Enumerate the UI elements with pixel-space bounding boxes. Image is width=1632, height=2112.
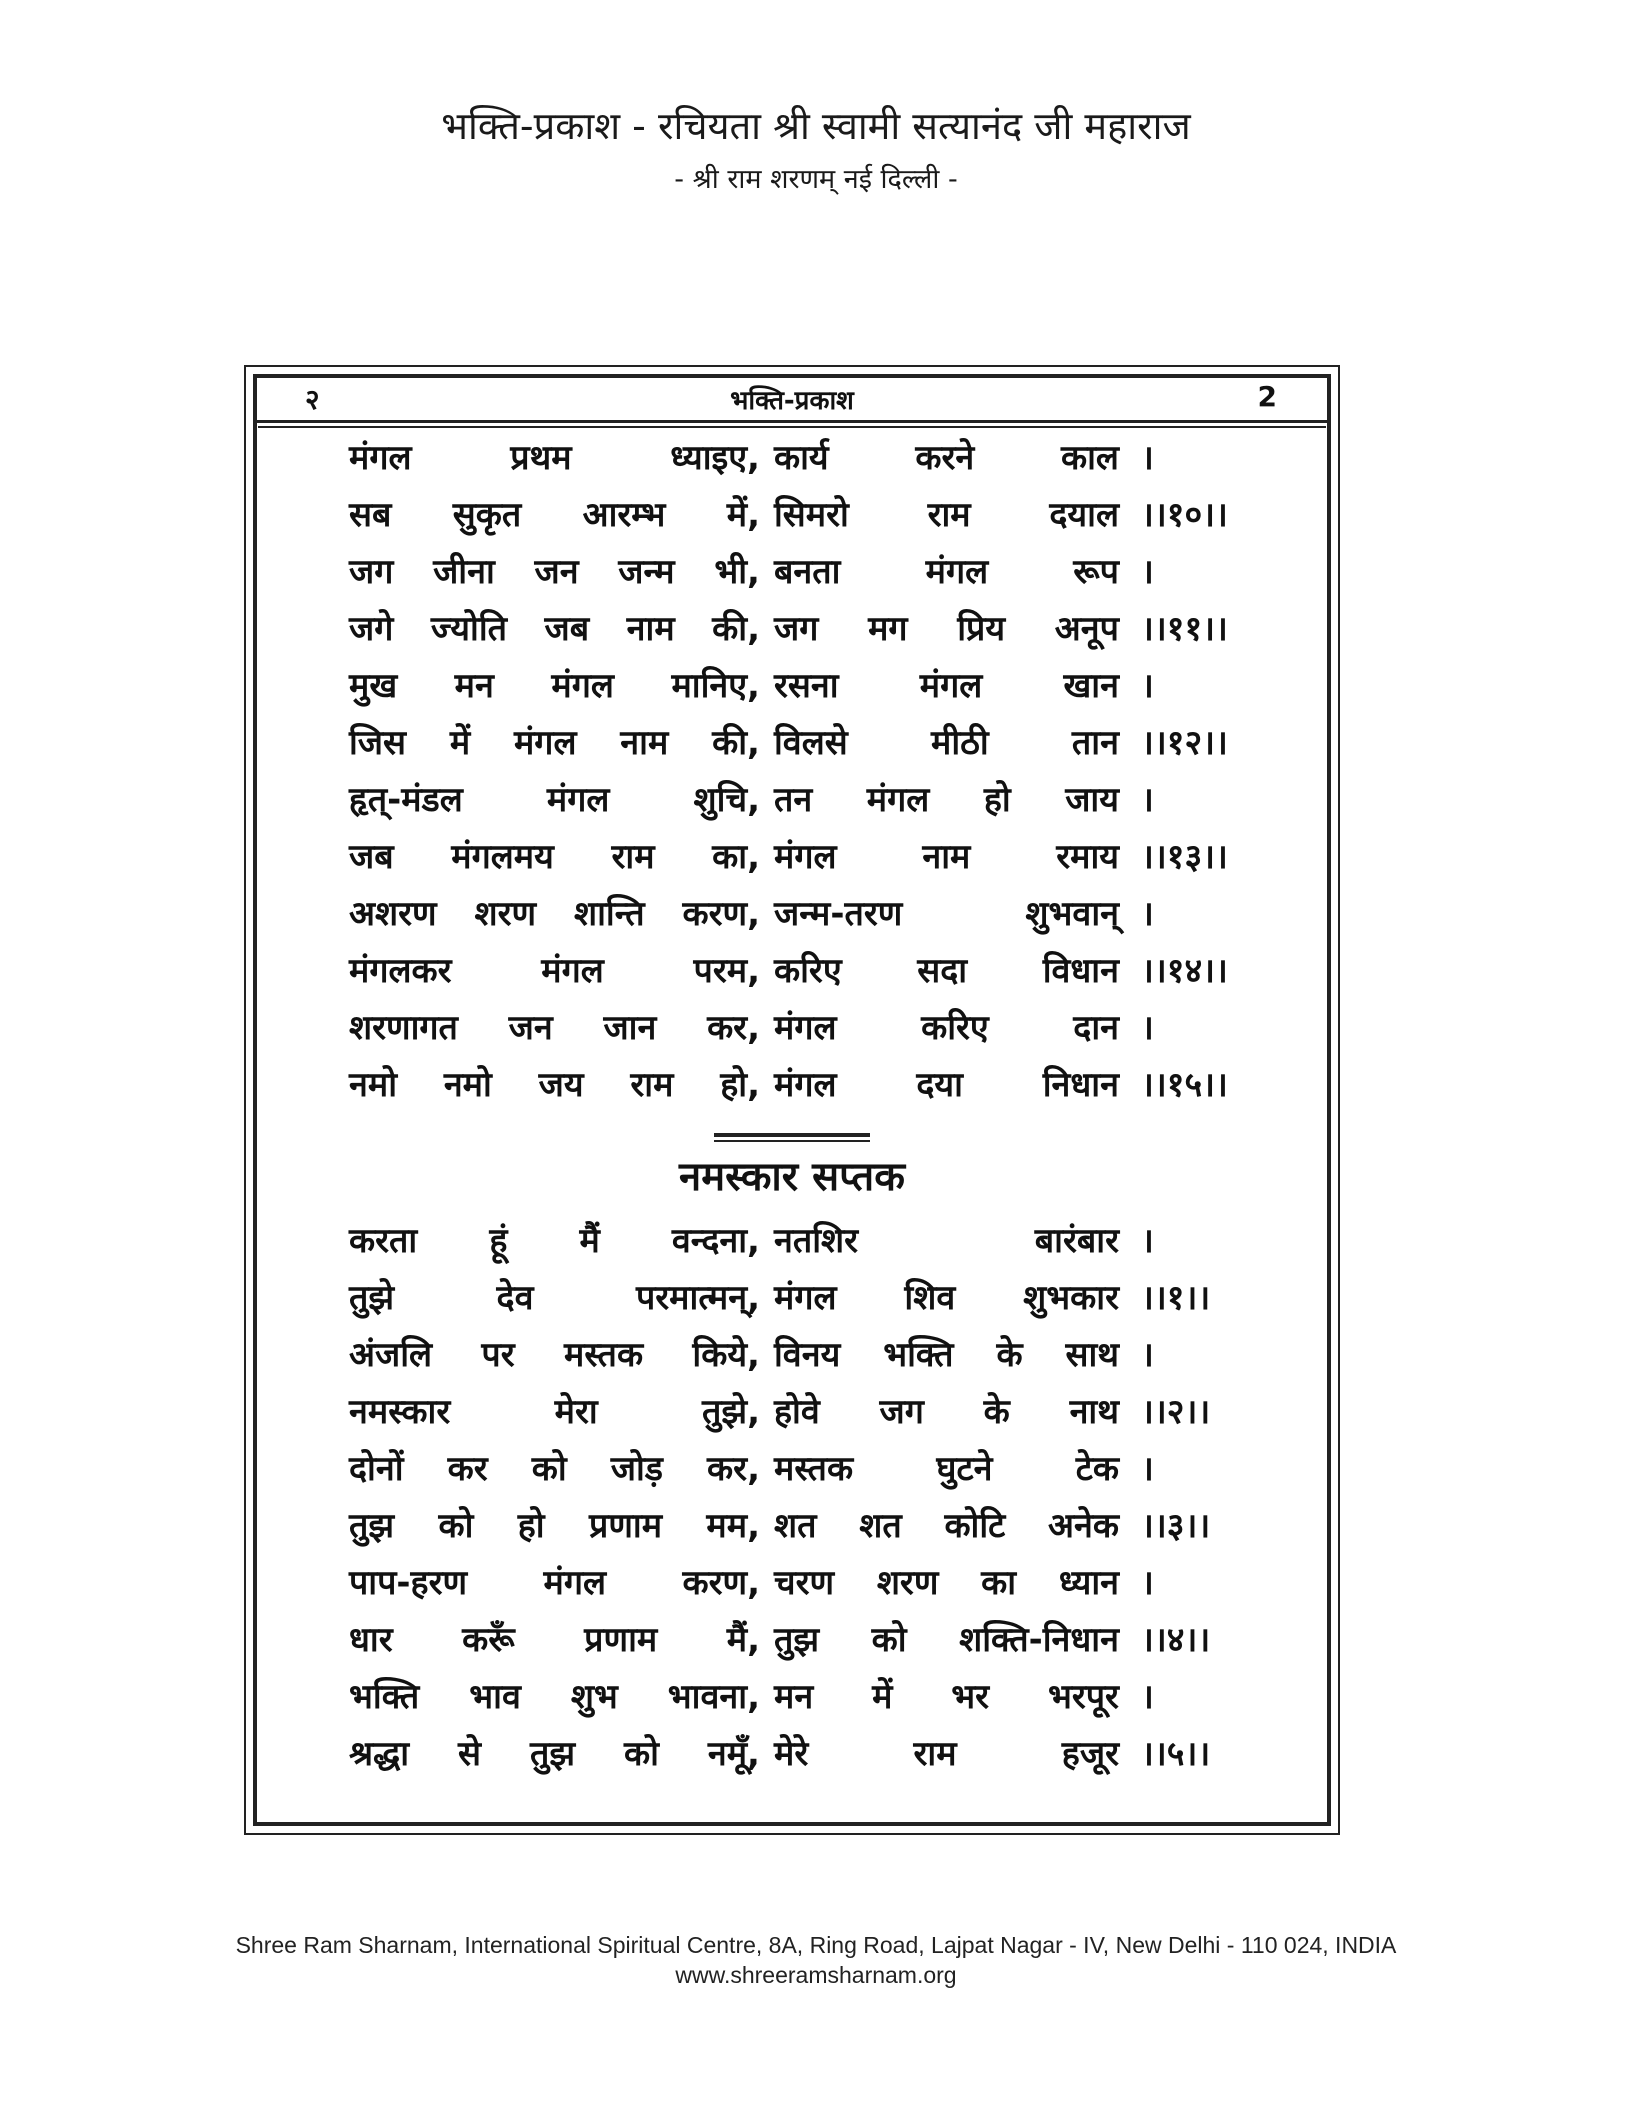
verse-word: मंगल bbox=[513, 723, 577, 763]
verse-word: चरण bbox=[774, 1563, 835, 1603]
verse-word: को bbox=[871, 1620, 907, 1660]
verse-line bbox=[349, 661, 1327, 718]
verse-first-half bbox=[349, 661, 774, 707]
verse-number-mark: ।।१३।। bbox=[1141, 837, 1228, 877]
verse-first-half bbox=[349, 490, 774, 536]
verse-first-half bbox=[349, 1729, 774, 1775]
verse-line bbox=[349, 1216, 1327, 1273]
verse-line bbox=[349, 604, 1327, 661]
footer-address: Shree Ram Sharnam, International Spiritual Centre, 8A, Ring Road, Lajpat Nagar - IV, New Delhi - 110 024, INDIA bbox=[235, 1932, 1397, 1958]
verse-first-half bbox=[349, 1558, 774, 1604]
verse-first-half bbox=[349, 1501, 774, 1547]
book-page-inner-border bbox=[253, 374, 1331, 1826]
verse-word: को bbox=[623, 1734, 659, 1774]
verse-word: में, bbox=[726, 495, 760, 535]
verse-word: जान bbox=[603, 1008, 657, 1048]
verse-line bbox=[349, 1672, 1327, 1729]
verse-number-mark: ।।५।। bbox=[1141, 1734, 1211, 1774]
verse-word: मंगल bbox=[774, 1278, 837, 1318]
verse-word: नमस्कार bbox=[349, 1392, 451, 1432]
book-page-frame bbox=[244, 365, 1340, 1835]
verse-word: हो bbox=[983, 780, 1011, 820]
page-header bbox=[0, 100, 1632, 202]
verse-word: भक्ति bbox=[883, 1335, 954, 1375]
verse-word: से bbox=[458, 1734, 481, 1774]
verse-word: साथ bbox=[1065, 1335, 1119, 1375]
verses-section-1 bbox=[257, 423, 1327, 1117]
verse-word: कार्य bbox=[774, 438, 829, 478]
verse-word: विधान bbox=[1042, 951, 1119, 991]
verse-word: दया bbox=[916, 1065, 963, 1105]
verse-second-half bbox=[774, 1273, 1119, 1319]
verse-word: अशरण bbox=[349, 894, 437, 934]
verse-first-half bbox=[349, 1273, 774, 1319]
verse-line bbox=[349, 775, 1327, 832]
verse-word: मैं, bbox=[726, 1620, 760, 1660]
verse-number-mark: ।।१२।। bbox=[1141, 723, 1228, 763]
verse-word: मम, bbox=[706, 1506, 760, 1546]
verse-word: प्रणाम bbox=[588, 1506, 663, 1546]
verse-word: जोड़ bbox=[610, 1449, 663, 1489]
verse-word: मंगल bbox=[925, 552, 989, 592]
verse-word: की, bbox=[712, 723, 760, 763]
verse-first-half bbox=[349, 1615, 774, 1661]
verse-word: करूँ bbox=[462, 1620, 515, 1660]
verse-word: जन्म-तरण bbox=[774, 894, 903, 934]
verse-line bbox=[349, 946, 1327, 1003]
verse-number-mark: ।।१।। bbox=[1141, 1278, 1211, 1318]
verse-line bbox=[349, 547, 1327, 604]
verse-word: हो bbox=[517, 1506, 545, 1546]
verse-second-half bbox=[774, 1330, 1119, 1376]
verse-second-half bbox=[774, 1444, 1119, 1490]
verse-word: जग bbox=[774, 609, 819, 649]
verse-word: भक्ति bbox=[349, 1677, 420, 1717]
verse-second-half bbox=[774, 1558, 1119, 1604]
page-number-devanagari: २ bbox=[305, 383, 320, 416]
verse-word: दोनों bbox=[349, 1449, 404, 1489]
verse-word: को bbox=[438, 1506, 474, 1546]
verse-word: हजूर bbox=[1061, 1734, 1119, 1774]
verse-word: मस्तक bbox=[564, 1335, 644, 1375]
verse-word: जब bbox=[349, 837, 394, 877]
verse-word: मंगल bbox=[551, 666, 614, 706]
verse-word: जाय bbox=[1065, 780, 1119, 820]
verse-word: जन्म bbox=[618, 552, 675, 592]
verse-word: का, bbox=[712, 837, 760, 877]
verse-first-half bbox=[349, 1330, 774, 1376]
verse-word: नाथ bbox=[1069, 1392, 1119, 1432]
verse-number-mark: । bbox=[1141, 1221, 1154, 1261]
verse-second-half bbox=[774, 1501, 1119, 1547]
verse-word: रमाय bbox=[1056, 837, 1119, 877]
verse-word: भी, bbox=[714, 552, 760, 592]
verse-second-half bbox=[774, 547, 1119, 593]
verse-word: जय bbox=[538, 1065, 584, 1105]
verse-word: काल bbox=[1061, 438, 1119, 478]
running-head bbox=[257, 378, 1327, 423]
verse-word: तुझे, bbox=[702, 1392, 760, 1432]
verse-word: अंजलि bbox=[349, 1335, 433, 1375]
verse-word: मंगलमय bbox=[451, 837, 554, 877]
verse-word: खान bbox=[1063, 666, 1119, 706]
verse-word: जग bbox=[349, 552, 394, 592]
verse-second-half bbox=[774, 433, 1119, 479]
verse-word: मीठी bbox=[930, 723, 989, 763]
verse-word: तान bbox=[1071, 723, 1119, 763]
verse-second-half bbox=[774, 946, 1119, 992]
verse-word: नाम bbox=[620, 723, 669, 763]
verse-word: शत bbox=[859, 1506, 902, 1546]
verse-word: ध्याइए, bbox=[670, 438, 760, 478]
verse-word: शिव bbox=[904, 1278, 956, 1318]
verse-word: मंगल bbox=[919, 666, 983, 706]
verse-word: शत bbox=[774, 1506, 817, 1546]
verse-word: घुटने bbox=[936, 1449, 993, 1489]
verse-word: रूप bbox=[1073, 552, 1119, 592]
section-divider bbox=[714, 1133, 870, 1142]
verse-first-half bbox=[349, 1003, 774, 1049]
verse-line bbox=[349, 1729, 1327, 1786]
verse-word: राम bbox=[611, 837, 655, 877]
verse-word: रसना bbox=[774, 666, 839, 706]
section-title: नमस्कार सप्तक bbox=[679, 1154, 905, 1200]
verse-line bbox=[349, 1060, 1327, 1117]
verse-word: करण, bbox=[682, 1563, 760, 1603]
verse-first-half bbox=[349, 946, 774, 992]
verse-word: धार bbox=[349, 1620, 393, 1660]
verse-word: भावना, bbox=[667, 1677, 760, 1717]
verse-line bbox=[349, 490, 1327, 547]
verse-word: होवे bbox=[774, 1392, 820, 1432]
verse-word: बारंबार bbox=[1034, 1221, 1119, 1261]
verse-line bbox=[349, 1330, 1327, 1387]
verse-word: तुझ bbox=[774, 1620, 820, 1660]
verse-word: मग bbox=[868, 609, 908, 649]
verse-second-half bbox=[774, 1003, 1119, 1049]
verse-word: नमो bbox=[349, 1065, 398, 1105]
verse-second-half bbox=[774, 1387, 1119, 1433]
verse-word: प्रथम bbox=[510, 438, 572, 478]
header-title: भक्ति-प्रकाश - रचियता श्री स्वामी सत्यानंद जी महाराज bbox=[441, 104, 1191, 148]
verse-number-mark: । bbox=[1141, 1563, 1154, 1603]
verse-word: करने bbox=[915, 438, 975, 478]
page-footer bbox=[0, 1930, 1632, 1990]
verse-second-half bbox=[774, 1672, 1119, 1718]
verse-word: की, bbox=[712, 609, 760, 649]
verse-word: शरण bbox=[474, 894, 537, 934]
verse-number-mark: ।।३।। bbox=[1141, 1506, 1211, 1546]
verse-word: करिए bbox=[921, 1008, 989, 1048]
verse-word: राम bbox=[913, 1734, 957, 1774]
verse-word: मंगल bbox=[541, 951, 604, 991]
verse-word: शुभकार bbox=[1023, 1278, 1119, 1318]
verse-first-half bbox=[349, 1444, 774, 1490]
verse-word: पर bbox=[481, 1335, 515, 1375]
verse-second-half bbox=[774, 490, 1119, 536]
running-head-title: भक्ति-प्रकाश bbox=[730, 386, 854, 416]
verse-word: तुझ bbox=[529, 1734, 576, 1774]
page-number-arabic: 2 bbox=[1257, 380, 1277, 413]
verse-word: नमो bbox=[443, 1065, 492, 1105]
verse-word: कर, bbox=[707, 1449, 760, 1489]
verse-word: कर, bbox=[707, 1008, 760, 1048]
verse-number-mark: । bbox=[1141, 1449, 1154, 1489]
verse-word: हूं bbox=[489, 1221, 508, 1261]
verse-line bbox=[349, 718, 1327, 775]
verse-line bbox=[349, 1003, 1327, 1060]
verse-word: विलसे bbox=[774, 723, 848, 763]
verse-second-half bbox=[774, 889, 1119, 935]
verse-first-half bbox=[349, 832, 774, 878]
verse-number-mark: । bbox=[1141, 1008, 1154, 1048]
verse-word: प्रणाम bbox=[584, 1620, 658, 1660]
verse-word: भरपूर bbox=[1047, 1677, 1119, 1717]
verse-word: जब bbox=[544, 609, 590, 649]
verse-word: मस्तक bbox=[774, 1449, 854, 1489]
verse-word: दयाल bbox=[1049, 495, 1119, 535]
verse-word: मुख bbox=[349, 666, 398, 706]
verse-word: करण, bbox=[682, 894, 760, 934]
verse-word: मेरा bbox=[554, 1392, 598, 1432]
verse-number-mark: । bbox=[1141, 1335, 1154, 1375]
verse-number-mark: ।।११।। bbox=[1141, 609, 1228, 649]
verse-word: बनता bbox=[774, 552, 841, 592]
verse-word: परमात्मन्, bbox=[635, 1278, 760, 1318]
verse-word: देव bbox=[496, 1278, 534, 1318]
verse-second-half bbox=[774, 775, 1119, 821]
verse-word: आरम्भ bbox=[582, 495, 666, 535]
verse-first-half bbox=[349, 889, 774, 935]
verse-second-half bbox=[774, 718, 1119, 764]
verse-number-mark: ।।१०।। bbox=[1141, 495, 1228, 535]
verse-word: का bbox=[981, 1563, 1017, 1603]
verse-word: मंगल bbox=[349, 438, 412, 478]
verse-word: वन्दना, bbox=[671, 1221, 760, 1261]
verse-first-half bbox=[349, 775, 774, 821]
verse-word: में bbox=[872, 1677, 893, 1717]
verse-first-half bbox=[349, 604, 774, 650]
verse-word: नतशिर bbox=[774, 1221, 859, 1261]
verse-first-half bbox=[349, 718, 774, 764]
verse-word: सिमरो bbox=[774, 495, 849, 535]
verse-word: तन bbox=[774, 780, 813, 820]
verse-line bbox=[349, 1501, 1327, 1558]
verse-word: नाम bbox=[626, 609, 675, 649]
verse-word: शुचि, bbox=[693, 780, 760, 820]
verse-word: मंगल bbox=[774, 1008, 837, 1048]
verse-word: में bbox=[449, 723, 471, 763]
verse-line bbox=[349, 889, 1327, 946]
verse-first-half bbox=[349, 1060, 774, 1106]
verse-word: सुकृत bbox=[452, 495, 522, 535]
verse-word: परम, bbox=[693, 951, 760, 991]
verse-number-mark: ।।४।। bbox=[1141, 1620, 1211, 1660]
verse-line bbox=[349, 1615, 1327, 1672]
verse-first-half bbox=[349, 1216, 774, 1262]
verse-word: के bbox=[983, 1392, 1010, 1432]
verse-word: जग bbox=[879, 1392, 924, 1432]
verse-second-half bbox=[774, 1615, 1119, 1661]
verse-word: राम bbox=[927, 495, 971, 535]
verse-number-mark: । bbox=[1141, 894, 1154, 934]
verse-second-half bbox=[774, 661, 1119, 707]
verse-word: जिस bbox=[349, 723, 407, 763]
verse-word: अनेक bbox=[1048, 1506, 1119, 1546]
verse-line bbox=[349, 832, 1327, 889]
verse-word: मेरे bbox=[774, 1734, 809, 1774]
verse-word: राम bbox=[630, 1065, 674, 1105]
verse-line bbox=[349, 1444, 1327, 1501]
verse-word: विनय bbox=[774, 1335, 841, 1375]
verse-word: भाव bbox=[469, 1677, 521, 1717]
verse-line bbox=[349, 433, 1327, 490]
verse-word: ज्योति bbox=[430, 609, 508, 649]
verse-word: करिए bbox=[774, 951, 842, 991]
verse-word: नमूँ, bbox=[707, 1734, 760, 1774]
verse-word: कोटि bbox=[944, 1506, 1006, 1546]
verse-first-half bbox=[349, 1387, 774, 1433]
verse-second-half bbox=[774, 832, 1119, 878]
verse-word: तुझे bbox=[349, 1278, 395, 1318]
verses-section-2 bbox=[257, 1216, 1327, 1786]
verse-word: भर bbox=[951, 1677, 990, 1717]
verse-word: तुझ bbox=[349, 1506, 395, 1546]
verse-word: ध्यान bbox=[1058, 1563, 1119, 1603]
verse-word: मंगल bbox=[866, 780, 930, 820]
verse-first-half bbox=[349, 547, 774, 593]
verse-number-mark: । bbox=[1141, 1677, 1154, 1717]
verse-word: जन bbox=[508, 1008, 553, 1048]
verse-number-mark: ।।१४।। bbox=[1141, 951, 1228, 991]
verse-word: शुभ bbox=[570, 1677, 618, 1717]
header-subtitle: - श्री राम शरणम् नई दिल्ली - bbox=[674, 164, 958, 195]
verse-line bbox=[349, 1387, 1327, 1444]
verse-line bbox=[349, 1558, 1327, 1615]
verse-word: को bbox=[531, 1449, 567, 1489]
verse-word: मंगल bbox=[774, 837, 837, 877]
verse-word: शक्ति-निधान bbox=[959, 1620, 1119, 1660]
verse-word: मंगल bbox=[774, 1065, 837, 1105]
verse-number-mark: । bbox=[1141, 552, 1154, 592]
verse-word: दान bbox=[1073, 1008, 1119, 1048]
verse-word: हृत्-मंडल bbox=[349, 780, 463, 820]
verse-word: मानिए, bbox=[671, 666, 760, 706]
verse-first-half bbox=[349, 433, 774, 479]
verse-number-mark: । bbox=[1141, 666, 1154, 706]
verse-word: हो, bbox=[720, 1065, 760, 1105]
verse-word: कर bbox=[447, 1449, 488, 1489]
verse-word: श्रद्धा bbox=[349, 1734, 410, 1774]
verse-word: अनूप bbox=[1054, 609, 1119, 649]
verse-word: जन bbox=[534, 552, 579, 592]
verse-word: सब bbox=[349, 495, 392, 535]
verse-word: जीना bbox=[433, 552, 495, 592]
verse-second-half bbox=[774, 1729, 1119, 1775]
verse-number-mark: । bbox=[1141, 438, 1154, 478]
verse-second-half bbox=[774, 604, 1119, 650]
verse-word: प्रिय bbox=[957, 609, 1006, 649]
verse-word: मंगल bbox=[546, 780, 610, 820]
verse-word: निधान bbox=[1042, 1065, 1119, 1105]
verse-word: शान्ति bbox=[573, 894, 645, 934]
verse-word: शरण bbox=[876, 1563, 939, 1603]
verse-word: मन bbox=[774, 1677, 814, 1717]
verse-word: मैं bbox=[579, 1221, 600, 1261]
verse-number-mark: ।।१५।। bbox=[1141, 1065, 1228, 1105]
verse-line bbox=[349, 1273, 1327, 1330]
verse-word: टेक bbox=[1075, 1449, 1119, 1489]
verse-word: शरणागत bbox=[349, 1008, 458, 1048]
verse-word: मंगल bbox=[543, 1563, 607, 1603]
verse-word: मंगलकर bbox=[349, 951, 452, 991]
verse-word: के bbox=[996, 1335, 1023, 1375]
verse-number-mark: ।।२।। bbox=[1141, 1392, 1211, 1432]
verse-word: शुभवान् bbox=[1025, 894, 1119, 934]
verse-word: मन bbox=[454, 666, 494, 706]
verse-word: जगे bbox=[349, 609, 394, 649]
verse-word: नाम bbox=[922, 837, 971, 877]
verse-second-half bbox=[774, 1060, 1119, 1106]
verse-word: सदा bbox=[917, 951, 968, 991]
footer-website: www.shreeramsharnam.org bbox=[675, 1962, 957, 1988]
verse-first-half bbox=[349, 1672, 774, 1718]
verse-word: पाप-हरण bbox=[349, 1563, 468, 1603]
verse-number-mark: । bbox=[1141, 780, 1154, 820]
verse-second-half bbox=[774, 1216, 1119, 1262]
verse-word: किये, bbox=[692, 1335, 760, 1375]
verse-word: करता bbox=[349, 1221, 418, 1261]
